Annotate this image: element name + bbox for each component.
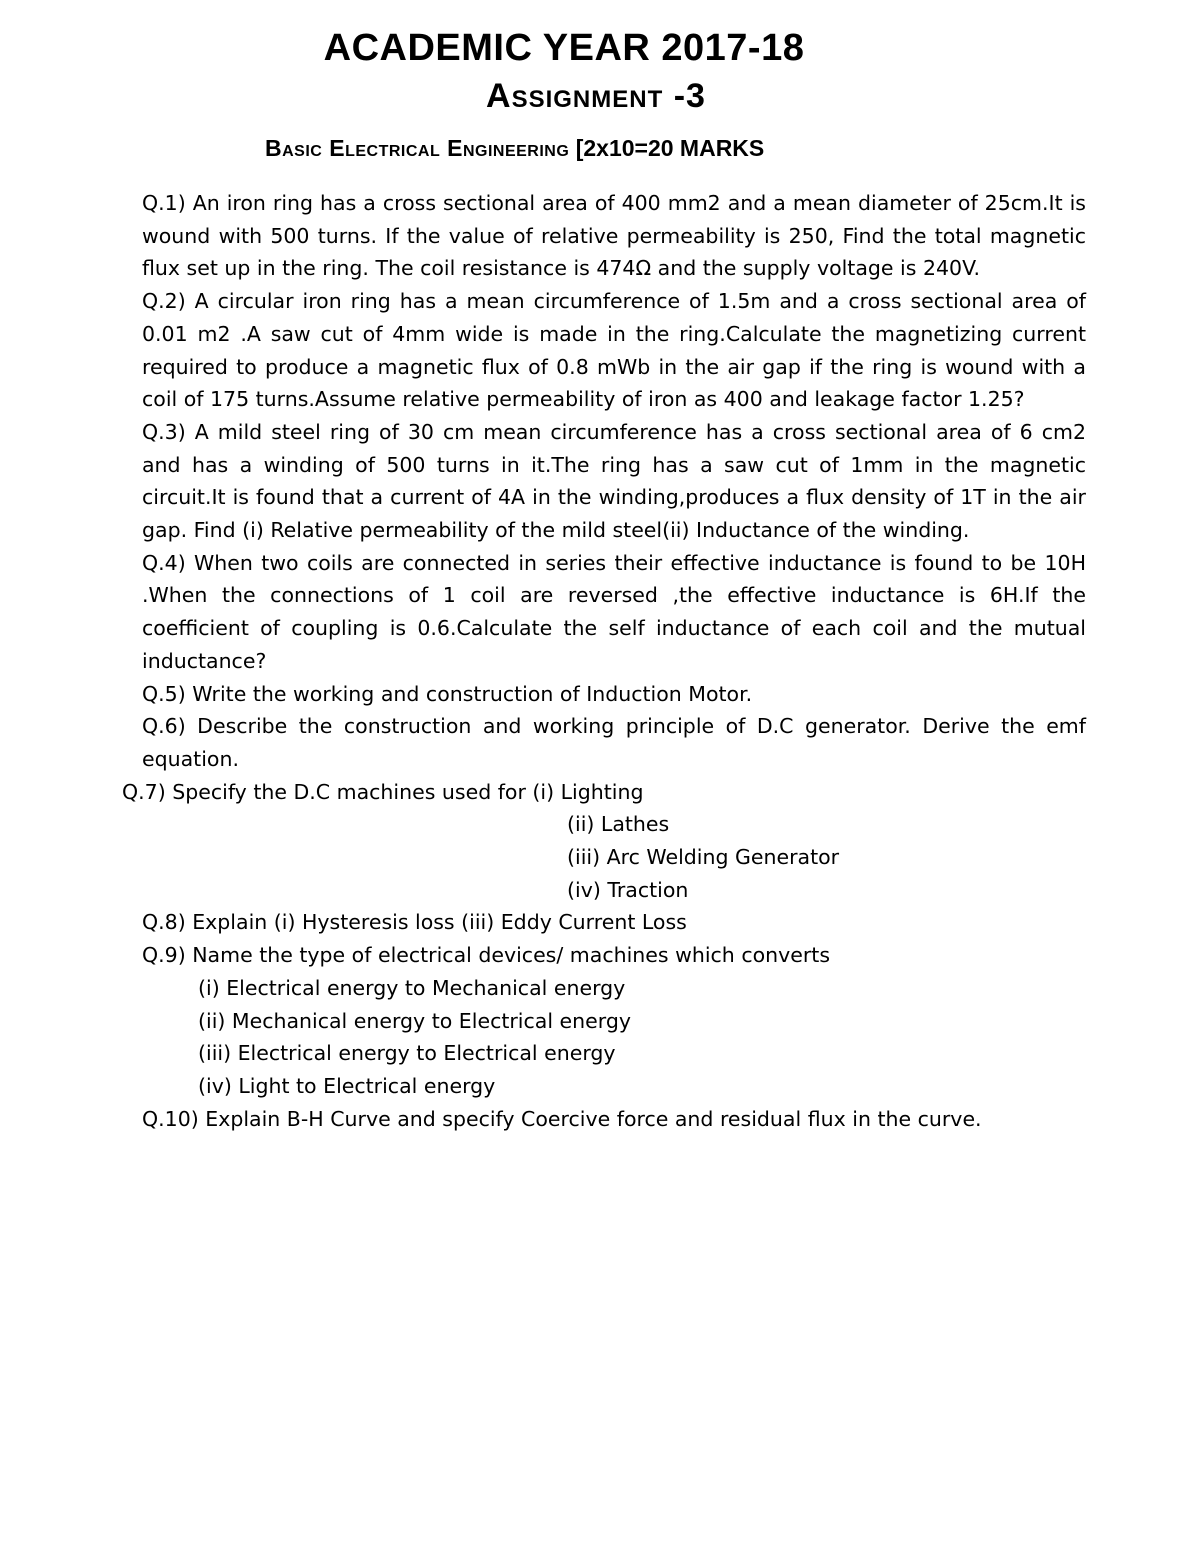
subject-heading — [265, 131, 764, 165]
assignment-title: Assignment -3 — [486, 77, 706, 115]
question-1: Q.1) An iron ring has a cross sectional area of 400 mm2 and a mean diameter of 25cm.It is wound with 500 turns. If the value of relative permeability is 250, Find the total magnetic flux set up in the ring. The coil resistance is 474Ω and the supply voltage is 240V. — [142, 191, 1086, 281]
question-7-item: (iii) Arc Welding Generator — [567, 845, 840, 870]
question-4: Q.4) When two coils are connected in series their effective inductance is found to be 10H .When the connections of 1 coil are reversed ,the effective inductance is 6H.If the coefficient of coupling is 0.6.Calculate the self inductance of each coil and the mutual inductance? — [142, 550, 1086, 673]
question-3: Q.3) A mild steel ring of 30 cm mean circumference has a cross sectional area of 6 cm2 and has a winding of 500 turns in it.The ring has a saw cut of 1mm in the magnetic circuit.It is found that a current of 4A in the winding,produces a flux density of 1T in the air gap. Find (i) Relative permeability of the mild steel(ii) Inductance of the winding. — [142, 419, 1086, 543]
question-9: Q.9) Name the type of electrical devices/ machines which converts — [142, 943, 831, 968]
subject-name: Basic Electrical Engineering — [265, 135, 570, 161]
question-7-item: (iv) Traction — [567, 877, 689, 902]
marks-label: [2x10=20 MARKS — [575, 135, 765, 161]
question-7: Q.7) Specify the D.C machines used for (i) Lighting — [122, 779, 644, 804]
question-9-item: (iv) Light to Electrical energy — [198, 1073, 496, 1098]
question-5: Q.5) Write the working and construction of Induction Motor. — [142, 681, 753, 706]
question-9-item: (iii) Electrical energy to Electrical energy — [198, 1041, 616, 1066]
question-9-item: (i) Electrical energy to Mechanical energy — [198, 975, 626, 1000]
academic-year-title: ACADEMIC YEAR 2017-18 — [323, 27, 805, 69]
question-6: Q.6) Describe the construction and working principle of D.C generator. Derive the emf equation. — [142, 714, 1086, 771]
question-2: Q.2) A circular iron ring has a mean circumference of 1.5m and a cross sectional area of 0.01 m2 .A saw cut of 4mm wide is made in the ring.Calculate the magnetizing current required to produce a magnetic flux of 0.8 mWb in the air gap if the ring is wound with a coil of 175 turns.Assume relative permeability of iron as 400 and leakage factor 1.25? — [142, 289, 1086, 412]
question-7-item: (ii) Lathes — [567, 812, 670, 837]
question-list — [122, 187, 1086, 1135]
question-9-item: (ii) Mechanical energy to Electrical energy — [198, 1008, 631, 1033]
question-10: Q.10) Explain B-H Curve and specify Coercive force and residual flux in the curve. — [142, 1106, 982, 1131]
question-8: Q.8) Explain (i) Hysteresis loss (iii) Eddy Current Loss — [142, 910, 687, 935]
